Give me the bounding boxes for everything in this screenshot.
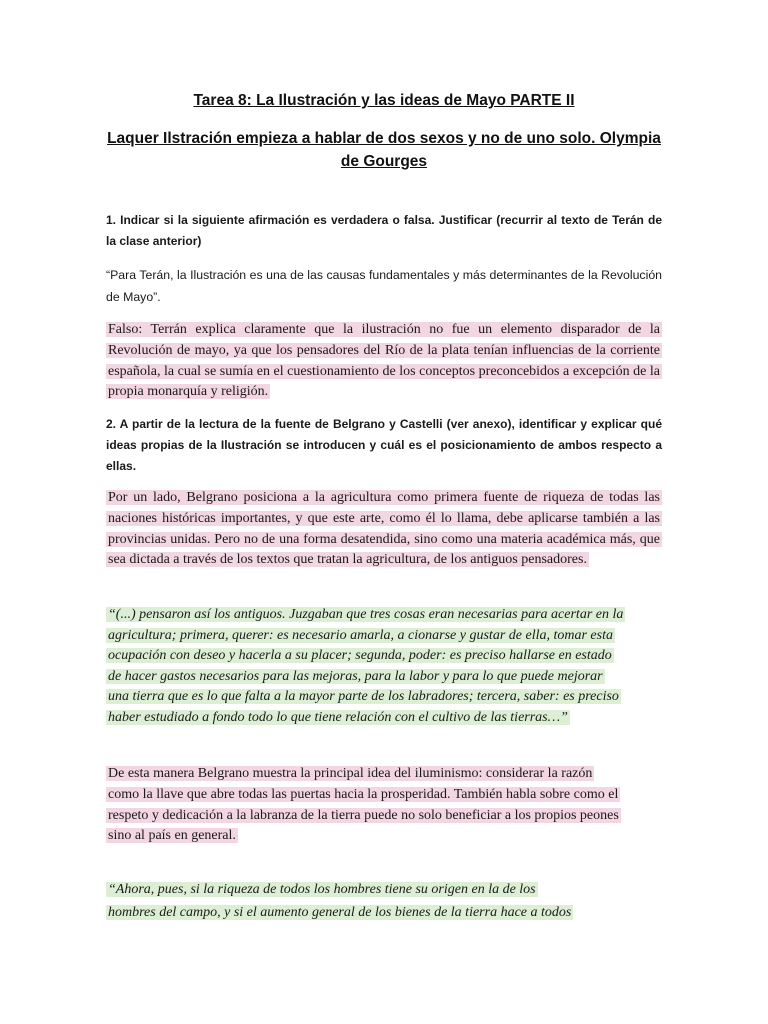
answer-2: [106, 488, 662, 571]
document-subtitle: [0, 127, 768, 173]
subtitle-line: de Gourges: [340, 153, 428, 170]
quote-line: agricultura; primera, querer: es necesario amarla, a cionarse y gustar de ella, tomar esta: [108, 627, 613, 643]
quote-line: “(...) pensaron así los antiguos. Juzgaban que tres cosas eran necesarias para acertar en la: [108, 607, 624, 622]
quote-line: una tierra que es lo que falta a la mayor parte de los labradores; tercera, saber: es preciso: [108, 689, 619, 704]
quote-line: de hacer gastos necesarios para las mejoras, para la labor y para lo que puede mejorar: [108, 668, 603, 684]
answer-1-text: Falso: Terrán explica claramente que la ilustración no fue un elemento disparador de la Revolución de mayo, ya que los pensadores del Río de la plata tenían influencias de la corriente española, la cual se sumía en el cuestionamiento de los conceptos preconcebidos a excepción de la propia monarquía y religión.: [108, 322, 660, 400]
document-title: Tarea 8: La Ilustración y las ideas de Mayo PARTE II: [193, 92, 575, 109]
answer-3-line: sino al país en general.: [108, 828, 236, 844]
belgrano-quote-2: [106, 878, 662, 924]
question-2: 2. A partir de la lectura de la fuente de Belgrano y Castelli (ver anexo), identificar y explicar qué ideas propias de la Ilustración se introducen y cuál es el posicionamiento de ambos respecto a ellas.: [106, 417, 662, 473]
answer-3-line: como la llave que abre todas las puertas hacia la prosperidad. También habla sobre como el: [108, 786, 619, 802]
statement-quote: “Para Terán, la Ilustración es una de las causas fundamentales y más determinantes de la Revolución de Mayo”.: [106, 268, 662, 304]
question-1: 1. Indicar si la siguiente afirmación es verdadera o falsa. Justificar (recurrir al texto de Terán de la clase anterior): [106, 213, 662, 248]
quote-line: ocupación con deseo y hacerla a su placer; segunda, poder: es preciso hallarse en estado: [108, 648, 612, 663]
quote-line: haber estudiado a fondo todo lo que tiene relación con el cultivo de las tierras…”: [108, 709, 568, 725]
answer-1: [106, 320, 662, 403]
belgrano-quote-1: [106, 605, 666, 728]
answer-3-line: De esta manera Belgrano muestra la principal idea del iluminismo: considerar la razón: [108, 766, 593, 781]
subtitle-line: Laquer Ilstración empieza a hablar de dos sexos y no de uno solo. Olympia: [107, 130, 661, 147]
answer-3: [106, 764, 662, 847]
answer-3-line: respeto y dedicación a la labranza de la tierra puede no solo beneficiar a los propios peones: [108, 807, 619, 823]
quote-line: “Ahora, pues, si la riqueza de todos los hombres tiene su origen en la de los: [108, 882, 536, 897]
answer-2-text: Por un lado, Belgrano posiciona a la agricultura como primera fuente de riqueza de todas las naciones históricas importantes, y que este arte, como él lo llama, debe aplicarse también a las provincias unidas. Pero no de una forma desatendida, sino como una materia académica más, que sea dictada a través de los textos que tratan la agricultura, de los antiguos pensadores.: [108, 490, 660, 568]
quote-line: hombres del campo, y si el aumento general de los bienes de la tierra hace a todos: [108, 905, 572, 920]
